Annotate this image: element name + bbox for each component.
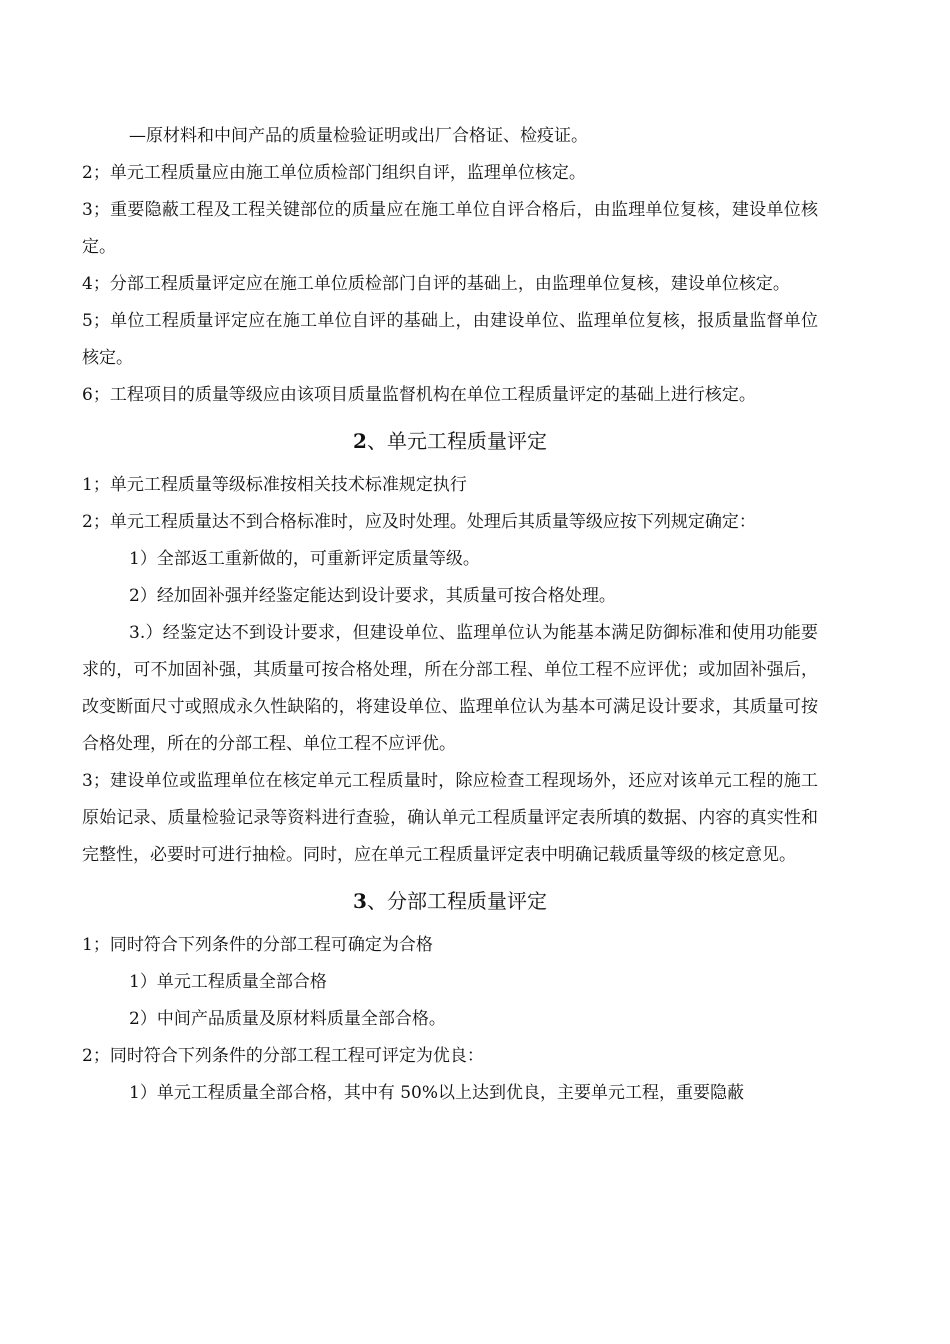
document-body	[82, 118, 818, 1112]
intro-line: —原材料和中间产品的质量检验证明或出厂合格证、检疫证。	[129, 126, 588, 146]
sub-list-item: 2）经加固补强并经鉴定能达到设计要求，其质量可按合格处理。	[129, 586, 616, 606]
list-item: 5；单位工程质量评定应在施工单位自评的基础上，由建设单位、监理单位复核，报质量监督单位核定。	[82, 311, 818, 368]
sub-list-item: 1）全部返工重新做的，可重新评定质量等级。	[129, 549, 480, 569]
section-2-heading	[82, 418, 818, 464]
list-item: 2；单元工程质量应由施工单位质检部门组织自评，监理单位核定。	[82, 163, 586, 183]
section-2-title: 、单元工程质量评定	[366, 429, 547, 453]
list-item: 1；单元工程质量等级标准按相关技术标准规定执行	[82, 475, 467, 495]
list-item: 4；分部工程质量评定应在施工单位质检部门自评的基础上，由监理单位复核，建设单位核定。	[82, 274, 790, 294]
list-item: 3；重要隐蔽工程及工程关键部位的质量应在施工单位自评合格后，由监理单位复核，建设单位核定。	[82, 200, 818, 257]
section-3-heading	[82, 878, 818, 924]
section-3-number: 3	[353, 889, 367, 913]
list-item: 1；同时符合下列条件的分部工程可确定为合格	[82, 935, 433, 955]
sub-list-item: 1）单元工程质量全部合格	[129, 972, 327, 992]
list-item: 2；同时符合下列条件的分部工程工程可评定为优良：	[82, 1046, 484, 1066]
sub-list-item: 2）中间产品质量及原材料质量全部合格。	[129, 1009, 446, 1029]
sub-list-item: 3.）经鉴定达不到设计要求，但建设单位、监理单位认为能基本满足防御标准和使用功能要求的，可不加固补强，其质量可按合格处理，所在分部工程、单位工程不应评优；或加固补强后，改变断面尺寸或照成永久性缺陷的，将建设单位、监理单位认为基本可满足设计要求，其质量可按合格处理，所在的分部工程、单位工程不应评优。	[82, 623, 818, 754]
list-item: 2；单元工程质量达不到合格标准时，应及时处理。处理后其质量等级应按下列规定确定：	[82, 512, 756, 532]
section-2-number: 2	[353, 429, 367, 453]
section-3-title: 、分部工程质量评定	[366, 889, 547, 913]
list-item: 6；工程项目的质量等级应由该项目质量监督机构在单位工程质量评定的基础上进行核定。	[82, 385, 756, 405]
sub-list-item: 1）单元工程质量全部合格，其中有 50%以上达到优良，主要单元工程，重要隐蔽	[129, 1083, 745, 1103]
list-item: 3；建设单位或监理单位在核定单元工程质量时，除应检查工程现场外，还应对该单元工程的施工原始记录、质量检验记录等资料进行查验，确认单元工程质量评定表所填的数据、内容的真实性和完整性，必要时可进行抽检。同时，应在单元工程质量评定表中明确记载质量等级的核定意见。	[82, 771, 818, 865]
